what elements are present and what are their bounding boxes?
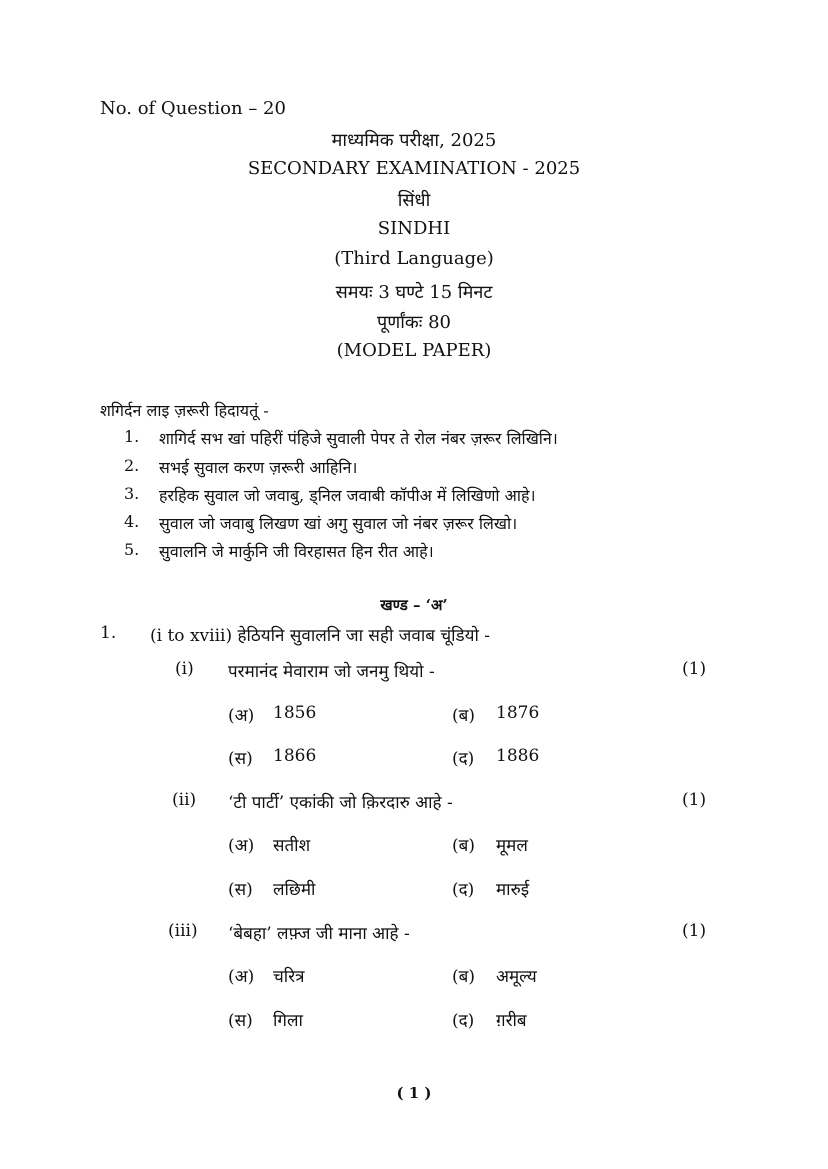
question-count: No. of Question – 20 (100, 98, 286, 119)
instruction-number: 5. (124, 540, 140, 559)
maximum-marks: पूर्णांकः 80 (377, 312, 451, 333)
option-label: (स) (228, 749, 253, 769)
question-number: 1. (100, 623, 117, 643)
option-label: (अ) (228, 967, 255, 987)
option-value: 1856 (273, 703, 317, 723)
subquestion-number: (iii) (168, 921, 198, 941)
option-label: (ब) (452, 967, 475, 987)
language-note: (Third Language) (334, 248, 494, 269)
marks-label: (1) (682, 659, 707, 679)
option-label: (ब) (452, 836, 475, 856)
option-value: मारुई (496, 880, 530, 900)
time-allowed: समयः 3 घण्टे 15 मिनट (335, 282, 493, 303)
subquestion-text: ‘बेबहा’ लफ़्ज जी माना आहे - (228, 924, 410, 944)
instruction-text: सभई सुवाल करण ज़रूरी आहिनि। (159, 458, 358, 477)
instructions-heading: शगिर्दन लाइ ज़रूरी हिदायतूं - (100, 401, 269, 420)
subquestion-number: (i) (175, 659, 194, 679)
question-text: (i to xviii) हेठियनि सुवालनि जा सही जवाब चूंडियो - (150, 626, 491, 646)
instruction-number: 3. (124, 484, 140, 503)
option-value: 1886 (496, 746, 540, 766)
section-title: खण्ड – ‘अ’ (380, 596, 448, 614)
option-label: (स) (228, 1011, 253, 1031)
option-label: (ब) (452, 706, 475, 726)
option-value: मूमल (496, 836, 528, 856)
option-label: (अ) (228, 836, 255, 856)
option-value: अमूल्य (496, 967, 537, 987)
paper-type: (MODEL PAPER) (336, 340, 492, 361)
option-value: सतीश (273, 836, 311, 856)
option-value: 1876 (496, 703, 540, 723)
page-number: ( 1 ) (396, 1084, 432, 1102)
subject-devanagari: सिंधी (397, 190, 431, 211)
instruction-text: सुवालनि जे मार्कुनि जी विरहासत हिन रीत आहे। (159, 542, 434, 561)
instruction-number: 2. (124, 456, 140, 475)
option-value: 1866 (273, 746, 317, 766)
subquestion-text: परमानंद मेवाराम जो जनमु थियो - (228, 662, 435, 682)
exam-title-english: SECONDARY EXAMINATION - 2025 (247, 158, 581, 179)
option-value: ग़रीब (496, 1011, 527, 1031)
instruction-text: शागिर्द सभ खां पहिरीं पंहिजे सुवाली पेपर ते रोल नंबर ज़रूर लिखिनि। (159, 429, 558, 448)
marks-label: (1) (682, 790, 707, 810)
instruction-text: सुवाल जो जवाबु लिखण खां अगु सुवाल जो नंबर ज़रूर लिखो। (159, 514, 518, 533)
subquestion-text: ‘टी पार्टी’ एकांकी जो क़िरदारु आहे - (228, 793, 453, 813)
option-label: (स) (228, 880, 253, 900)
option-label: (द) (452, 749, 475, 769)
option-label: (द) (452, 1011, 475, 1031)
option-value: चरित्र (273, 967, 305, 987)
option-label: (द) (452, 880, 475, 900)
instruction-number: 1. (124, 427, 140, 446)
option-value: गिला (273, 1011, 303, 1031)
option-label: (अ) (228, 706, 255, 726)
marks-label: (1) (682, 921, 707, 941)
option-value: लछिमी (273, 880, 316, 900)
instruction-number: 4. (124, 512, 140, 531)
subquestion-number: (ii) (172, 790, 197, 810)
exam-title-hindi: माध्यमिक परीक्षा, 2025 (331, 130, 497, 151)
subject-english: SINDHI (377, 218, 451, 239)
instruction-text: हरहिक सुवाल जो जवाबु, ड्निल जवाबी कॉपीअ में लिखिणो आहे। (159, 486, 536, 505)
